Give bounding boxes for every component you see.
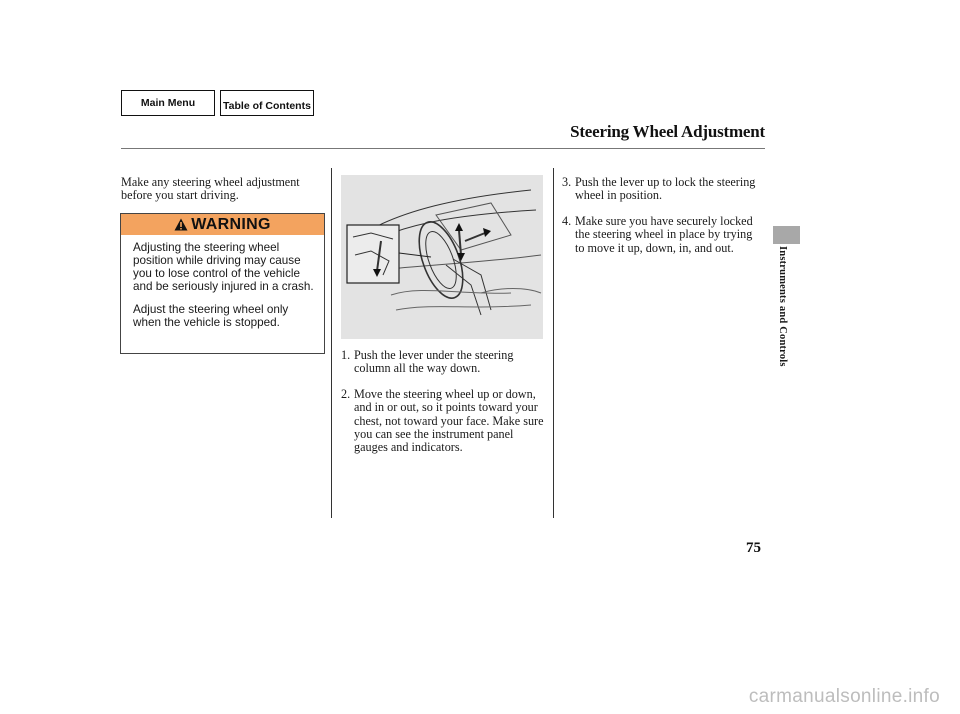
warning-triangle-icon bbox=[174, 218, 188, 231]
section-label: Instruments and Controls bbox=[777, 246, 788, 367]
table-of-contents-button[interactable]: Table of Contents bbox=[220, 90, 314, 116]
section-tab bbox=[773, 226, 800, 244]
list-item bbox=[341, 349, 546, 376]
steering-column-illustration bbox=[341, 175, 543, 339]
list-item bbox=[341, 388, 546, 455]
warning-body bbox=[121, 235, 324, 329]
step-text: Move the steering wheel up or down, and in or out, so it points toward your chest, not toward your face. Make sure you can see the instrument panel gauges and indicators. bbox=[354, 386, 544, 455]
warning-paragraph: Adjusting the steering wheel position while driving may cause you to lose control of the vehicle and be seriously injured in a crash. bbox=[133, 241, 314, 293]
list-item bbox=[562, 215, 762, 255]
step-text: Push the lever under the steering column all the way down. bbox=[354, 348, 514, 376]
steps-list-left bbox=[341, 349, 546, 467]
column-divider-right bbox=[553, 168, 554, 518]
steps-list-right bbox=[562, 176, 762, 267]
list-item bbox=[562, 176, 762, 203]
intro-text: Make any steering wheel adjustment before you start driving. bbox=[121, 175, 300, 203]
warning-header bbox=[121, 214, 324, 235]
step-text: Push the lever up to lock the steering wheel in position. bbox=[575, 175, 756, 203]
page-title: Steering Wheel Adjustment bbox=[570, 122, 765, 141]
warning-label: WARNING bbox=[191, 215, 271, 233]
warning-box bbox=[120, 213, 325, 354]
title-divider bbox=[121, 148, 765, 149]
watermark: carmanualsonline.info bbox=[748, 686, 940, 707]
step-number: 2. bbox=[341, 386, 351, 401]
page-number: 75 bbox=[746, 540, 761, 556]
column-divider-left bbox=[331, 168, 332, 518]
warning-paragraph: Adjust the steering wheel only when the vehicle is stopped. bbox=[133, 303, 289, 329]
step-text: Make sure you have securely locked the steering wheel in place by trying to move it up, down, in, and out. bbox=[575, 213, 753, 255]
main-menu-button[interactable]: Main Menu bbox=[121, 90, 215, 116]
step-number: 3. bbox=[562, 175, 572, 189]
step-number: 1. bbox=[341, 348, 351, 362]
step-number: 4. bbox=[562, 213, 572, 228]
